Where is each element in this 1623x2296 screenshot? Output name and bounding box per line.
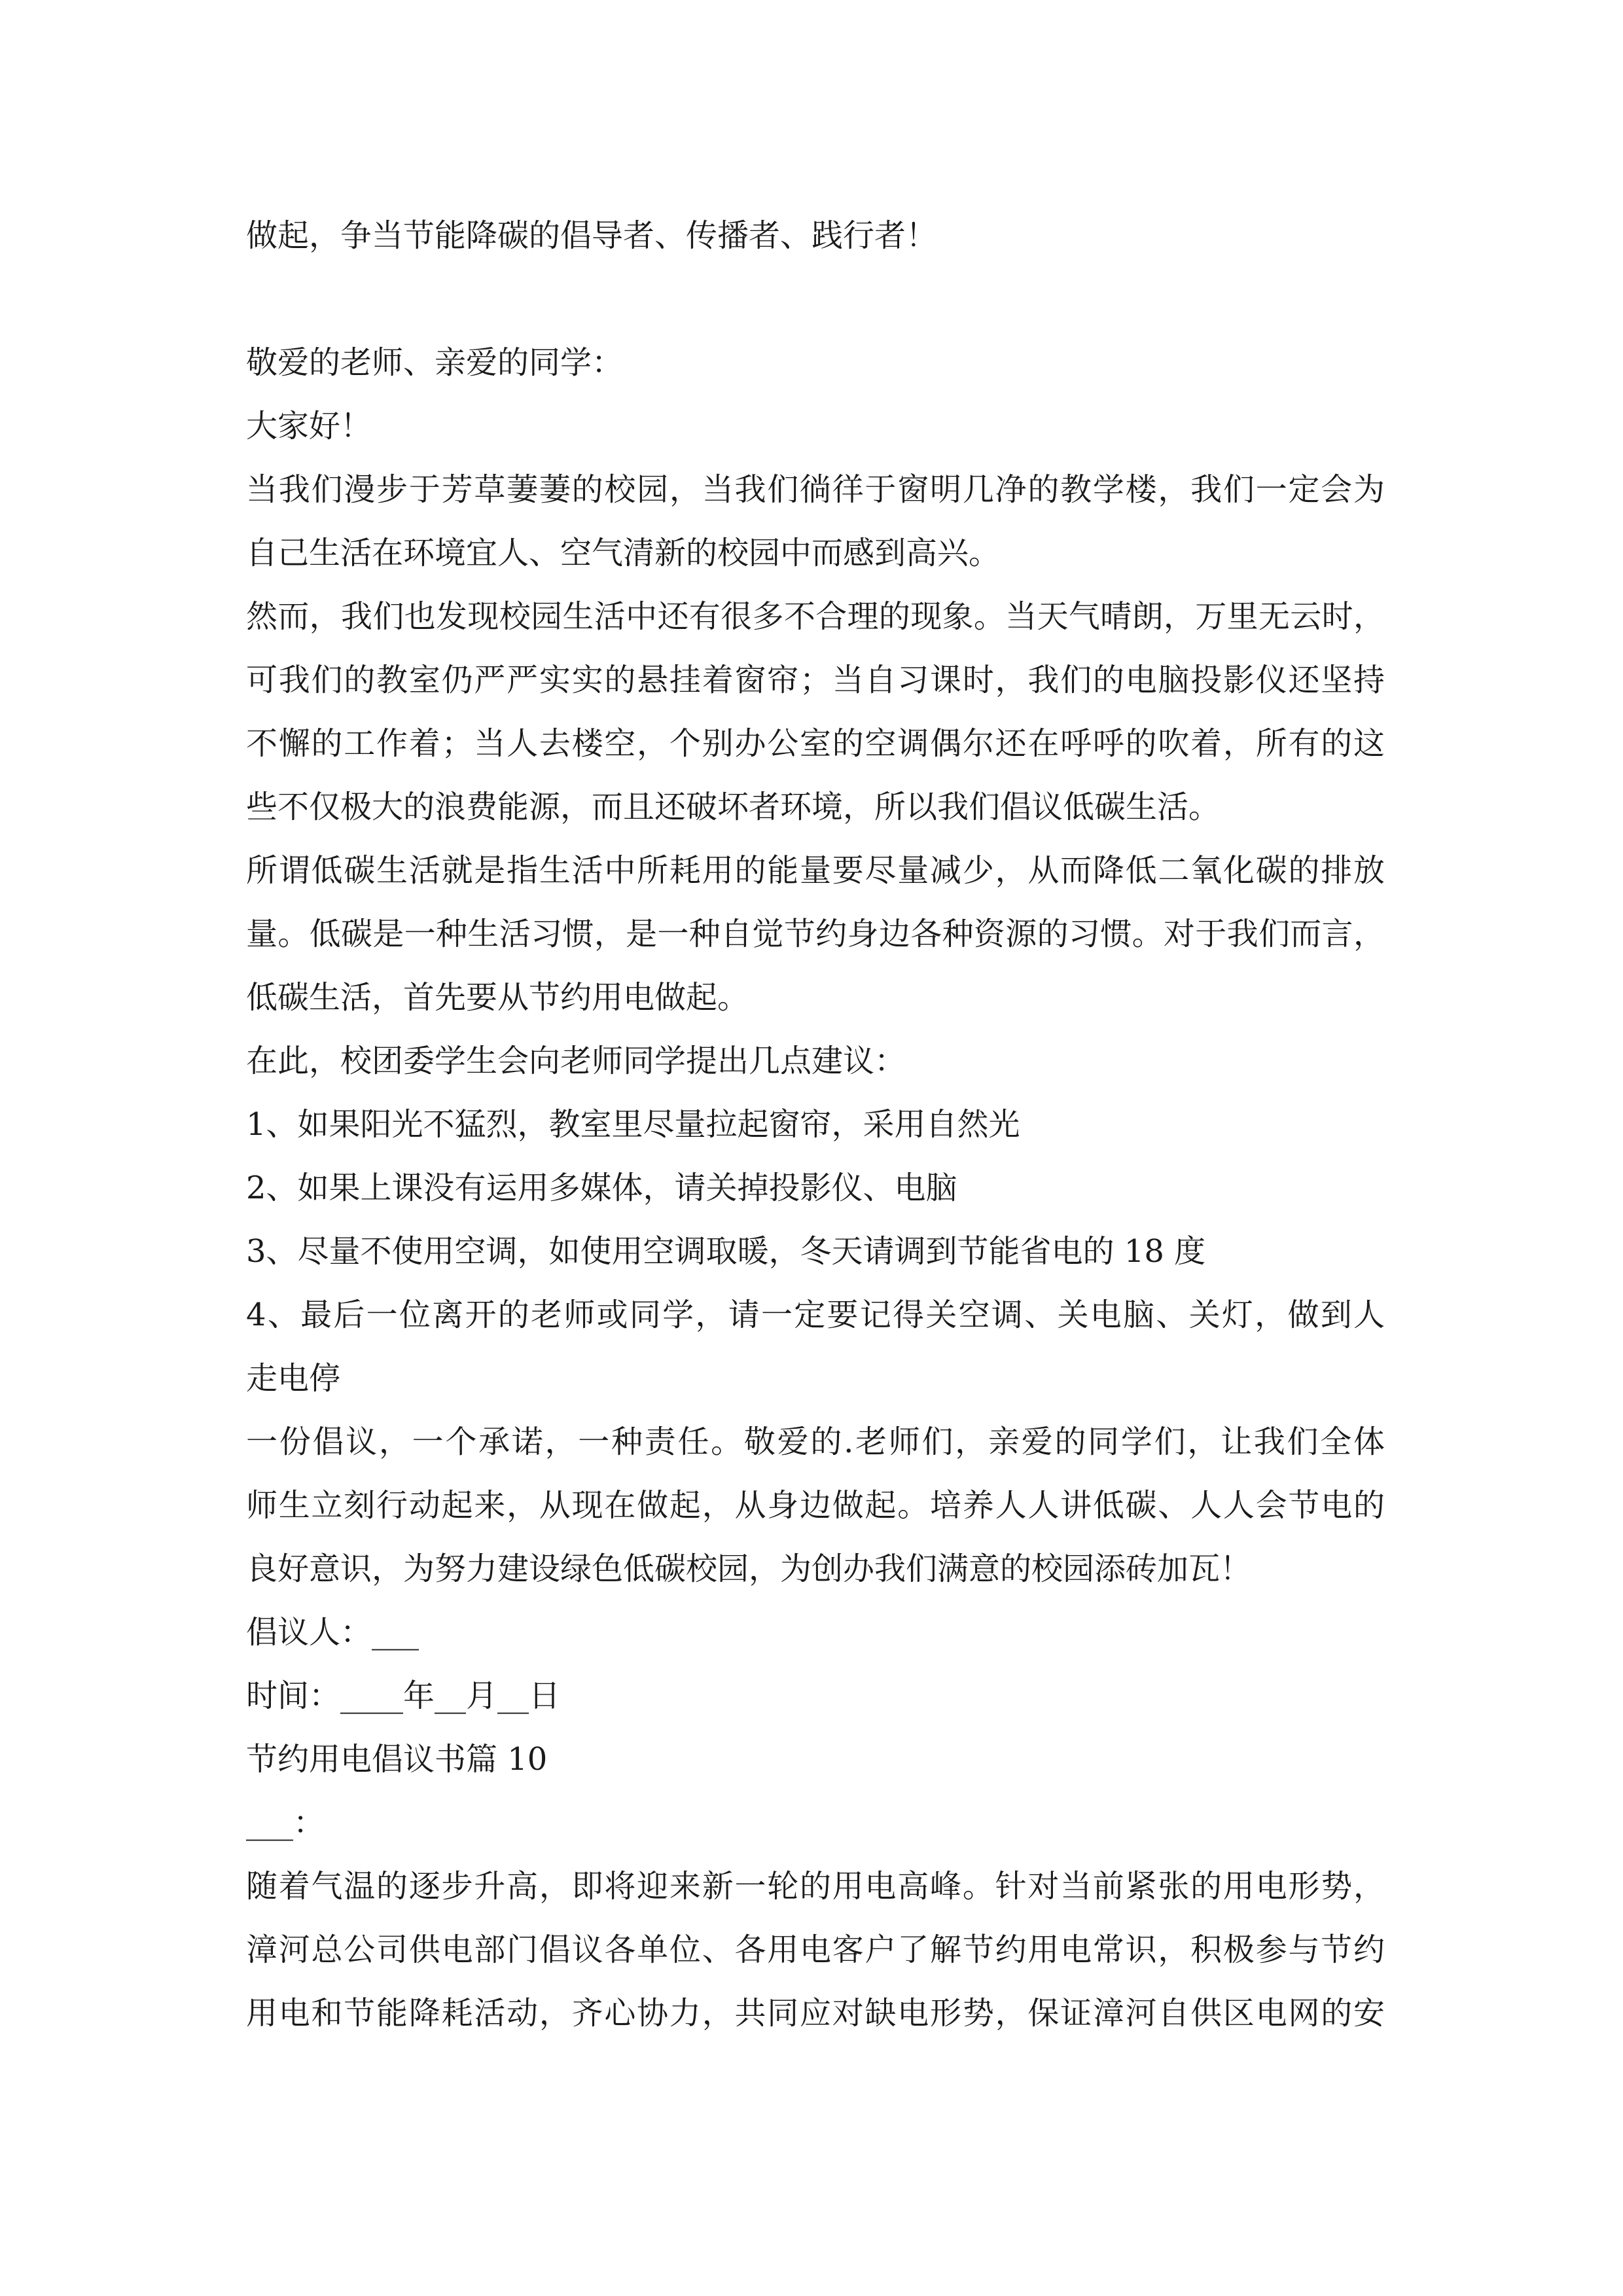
text-line: 一份倡议，一个承诺，一种责任。敬爱的.老师们，亲爱的同学们，让我们全体 — [246, 1424, 1385, 1460]
list-item: 2、如果上课没有运用多媒体，请关掉投影仪、电脑 — [246, 1170, 957, 1206]
list-item: 4、最后一位离开的老师或同学，请一定要记得关空调、关电脑、关灯，做到人 — [246, 1297, 1385, 1333]
addressee-line: ___： — [246, 1804, 325, 1841]
greeting: 大家好！ — [246, 408, 372, 444]
text-line: 然而，我们也发现校园生活中还有很多不合理的现象。当天气晴朗，万里无云时， — [246, 598, 1385, 635]
proposer-line: 倡议人：___ — [246, 1614, 419, 1651]
text-line: 随着气温的逐步升高，即将迎来新一轮的用电高峰。针对当前紧张的用电形势， — [246, 1868, 1385, 1905]
text-line: 些不仅极大的浪费能源，而且还破坏者环境，所以我们倡议低碳生活。 — [246, 789, 1221, 825]
text-line: 所谓低碳生活就是指生活中所耗用的能量要尽量减少，从而降低二氧化碳的排放 — [246, 852, 1385, 889]
list-item: 1、如果阳光不猛烈，教室里尽量拉起窗帘，采用自然光 — [246, 1106, 1020, 1143]
document-body — [246, 204, 1385, 2045]
text-line: 做起，争当节能降碳的倡导者、传播者、践行者！ — [246, 217, 938, 254]
text-line: 用电和节能降耗活动，齐心协力，共同应对缺电形势，保证漳河自供区电网的安 — [246, 1995, 1385, 2032]
salutation: 敬爱的老师、亲爱的同学： — [246, 344, 624, 381]
text-line: 在此，校团委学生会向老师同学提出几点建议： — [246, 1043, 906, 1079]
text-line: 量。低碳是一种生活习惯，是一种自觉节约身边各种资源的习惯。对于我们而言， — [246, 916, 1385, 952]
text-line: 走电停 — [246, 1360, 341, 1397]
text-line: 低碳生活，首先要从节约用电做起。 — [246, 979, 749, 1016]
text-line: 漳河总公司供电部门倡议各单位、各用电客户了解节约用电常识，积极参与节约 — [246, 1931, 1385, 1968]
text-line: 可我们的教室仍严严实实的悬挂着窗帘；当自习课时，我们的电脑投影仪还坚持 — [246, 662, 1385, 698]
text-line: 自己生活在环境宜人、空气清新的校园中而感到高兴。 — [246, 535, 1001, 571]
text-line: 当我们漫步于芳草萋萋的校园，当我们徜徉于窗明几净的教学楼，我们一定会为 — [246, 471, 1385, 508]
text-line: 不懈的工作着；当人去楼空，个别办公室的空调偶尔还在呼呼的吹着，所有的这 — [246, 725, 1385, 762]
text-line: 良好意识，为努力建设绿色低碳校园，为创办我们满意的校园添砖加瓦！ — [246, 1551, 1252, 1587]
text-line: 师生立刻行动起来，从现在做起，从身边做起。培养人人讲低碳、人人会节电的 — [246, 1487, 1385, 1524]
list-item: 3、尽量不使用空调，如使用空调取暖，冬天请调到节能省电的 18 度 — [246, 1233, 1206, 1270]
section-title: 节约用电倡议书篇 10 — [246, 1741, 548, 1778]
date-line: 时间：____年__月__日 — [246, 1677, 561, 1714]
blank-line — [246, 268, 1385, 331]
